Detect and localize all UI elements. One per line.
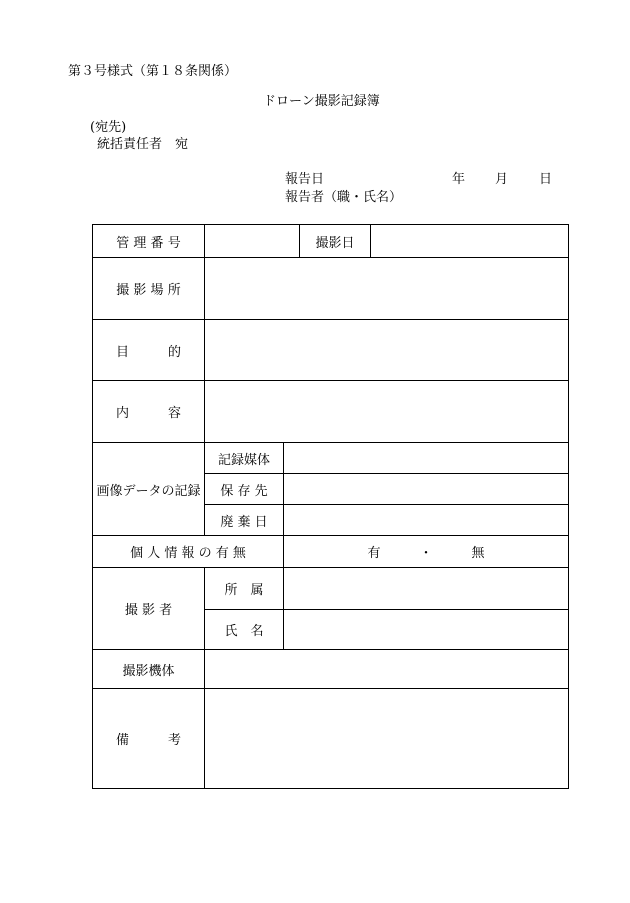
- content-label: 内 容: [93, 381, 205, 443]
- management-number-field[interactable]: [205, 225, 300, 258]
- recording-media-field[interactable]: [284, 443, 569, 474]
- address-to-label: (宛先): [90, 120, 127, 135]
- affiliation-field[interactable]: [284, 568, 569, 610]
- content-field[interactable]: [205, 381, 569, 443]
- shooting-date-field[interactable]: [371, 225, 569, 258]
- address-recipient: 統括責任者 宛: [97, 137, 189, 152]
- disposal-date-label: 廃 棄 日: [205, 505, 284, 536]
- reporter-label: 報告者（職・氏名）: [285, 190, 403, 205]
- record-table: [92, 224, 569, 789]
- aircraft-field[interactable]: [205, 650, 569, 689]
- shooting-location-field[interactable]: [205, 258, 569, 320]
- image-data-record-label: 画像データの記録: [93, 443, 205, 536]
- remarks-field[interactable]: [205, 689, 569, 789]
- purpose-field[interactable]: [205, 320, 569, 381]
- name-field[interactable]: [284, 610, 569, 650]
- storage-location-label: 保 存 先: [205, 474, 284, 505]
- recording-media-label: 記録媒体: [205, 443, 284, 474]
- form-number: 第３号様式（第１８条関係）: [68, 64, 238, 79]
- remarks-label: 備 考: [93, 689, 205, 789]
- purpose-label: 目 的: [93, 320, 205, 381]
- disposal-date-field[interactable]: [284, 505, 569, 536]
- storage-location-field[interactable]: [284, 474, 569, 505]
- shooting-date-label: 撮影日: [300, 225, 371, 258]
- photographer-label: 撮 影 者: [93, 568, 205, 650]
- shooting-location-label: 撮 影 場 所: [93, 258, 205, 320]
- report-date-label: 報告日: [285, 172, 325, 187]
- document-title: ドローン撮影記録簿: [263, 94, 380, 109]
- date-month-label: 月: [495, 172, 509, 187]
- personal-info-options[interactable]: 有 ・ 無: [284, 536, 569, 568]
- name-label: 氏 名: [205, 610, 284, 650]
- affiliation-label: 所 属: [205, 568, 284, 610]
- personal-info-label: 個 人 情 報 の 有 無: [93, 536, 284, 568]
- aircraft-label: 撮影機体: [93, 650, 205, 689]
- date-year-label: 年: [452, 172, 466, 187]
- management-number-label: 管 理 番 号: [93, 225, 205, 258]
- date-day-label: 日: [539, 172, 553, 187]
